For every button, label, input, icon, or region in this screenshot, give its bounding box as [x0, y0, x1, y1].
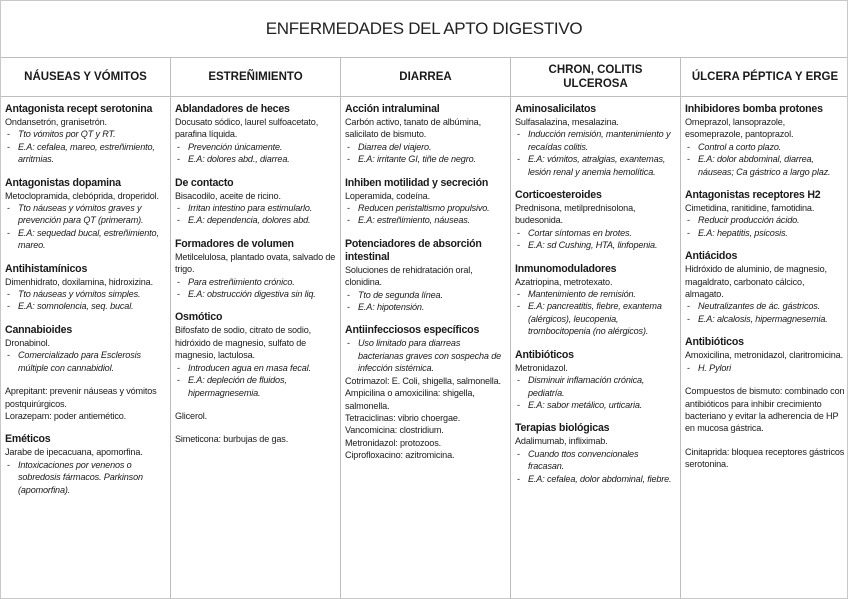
- drug-section: [515, 349, 676, 412]
- section-text: Aprepitant: prevenir náuseas y vómitos postquirúrgicos.: [5, 386, 157, 409]
- bullet-item: - Introducen agua en masa fecal.: [175, 362, 336, 374]
- section-text: Bisacodilo, aceite de ricino.: [175, 190, 281, 201]
- drug-section: [5, 324, 166, 374]
- section-heading: Terapias biológicas: [515, 422, 610, 435]
- bullet-list: [345, 141, 506, 166]
- section-text: Metronidazol.: [515, 362, 568, 373]
- column-header: DIARREA: [341, 58, 511, 96]
- bullet-item: - E.A: hepatitis, psicosis.: [685, 227, 845, 239]
- bullet-item: - Tto náuseas y vómitos simples.: [5, 288, 166, 300]
- drug-section: [175, 238, 336, 301]
- section-heading: Antagonistas dopamina: [5, 176, 121, 189]
- bullet-item: - H. Pylori: [685, 362, 845, 374]
- section-text: Vancomicina: clostridium.: [345, 425, 444, 436]
- section-heading: Formadores de volumen: [175, 237, 294, 250]
- drug-section: [685, 103, 845, 178]
- bullet-list: [5, 459, 166, 496]
- bullet-item: - E.A: somnolencia, seq. bucal.: [5, 300, 166, 312]
- column: [681, 97, 848, 599]
- bullet-item: - Mantenimiento de remisión.: [515, 288, 676, 300]
- section-text: Compuestos de bismuto: combinado con antibióticos para inhibir crecimiento bacteriano y evitar la adherencia de HP en mucosa gástrica.: [685, 386, 845, 434]
- drug-section: [685, 336, 845, 374]
- bullet-item: - E.A: dolor abdominal, diarrea, náuseas; Ca gástrico a largo plaz.: [685, 153, 845, 178]
- section-text: Sulfasalazina, mesalazina.: [515, 117, 619, 127]
- section-heading: Antiinfecciosos específicos: [345, 324, 480, 337]
- section-text: Cotrimazol: E. Coli, shigella, salmonella.: [345, 375, 501, 386]
- section-text: Hidróxido de aluminio, de magnesio, magaldrato, carbonato cálcico, almagato.: [685, 264, 827, 300]
- section-heading: Inmunomoduladores: [515, 262, 617, 275]
- section-heading: Antagonista recept serotonina: [5, 103, 153, 115]
- section-text: Tetraciclinas: vibrio choergae.: [345, 412, 461, 423]
- column-header: ESTREÑIMIENTO: [171, 58, 341, 96]
- drug-section: [175, 433, 336, 445]
- section-text: Azatriopina, metrotexato.: [515, 276, 613, 287]
- drug-section: [5, 263, 166, 313]
- section-text: Amoxicilina, metronidazol, claritromicina.: [685, 350, 843, 361]
- bullet-list: [5, 202, 166, 252]
- bullet-list: [515, 448, 676, 485]
- section-heading: De contacto: [175, 176, 234, 189]
- bullet-item: - Reducir producción ácido.: [685, 214, 845, 226]
- bullet-item: - Tto vómitos por QT y RT.: [5, 128, 166, 140]
- bullet-item: - E.A: sabor metálico, urticaria.: [515, 399, 676, 411]
- bullet-list: [515, 128, 676, 178]
- drug-section: [5, 433, 166, 496]
- section-heading: Antihistamínicos: [5, 262, 88, 275]
- bullet-item: - E.A: dolores abd., diarrea.: [175, 153, 336, 165]
- bullet-item: - E.A: sd Cushing, HTA, linfopenia.: [515, 239, 676, 251]
- section-text: Jarabe de ipecacuana, apomorfina.: [5, 447, 143, 458]
- section-text: Ciprofloxacino: azitromicina.: [345, 450, 455, 461]
- section-heading: Ablandadores de heces: [175, 103, 290, 115]
- drug-section: [175, 311, 336, 398]
- section-text: Adalimumab, infliximab.: [515, 436, 608, 447]
- drug-section: [685, 250, 845, 325]
- bullet-list: [175, 202, 336, 227]
- bullet-list: [5, 349, 166, 374]
- column: [171, 97, 341, 599]
- section-heading: Inhibidores bomba protones: [685, 103, 823, 115]
- bullet-item: - Disminuir inflamación crónica, pediatría.: [515, 374, 676, 399]
- section-heading: Aminosalicilatos: [515, 103, 596, 115]
- bullet-item: - Comercializado para Esclerosis múltiple con cannabidiol.: [5, 349, 166, 374]
- bullet-list: [175, 141, 336, 166]
- section-text: Prednisona, metilprednisolona, budesonida.: [515, 203, 636, 226]
- bullet-item: - Uso limitado para diarreas bacterianas graves con sospecha de infección sistémica.: [345, 337, 506, 374]
- column: [511, 97, 681, 599]
- column-header: CHRON, COLITIS ULCEROSA: [511, 58, 681, 96]
- column: [341, 97, 511, 599]
- column-headers-row: [1, 58, 847, 97]
- section-heading: Antagonistas receptores H2: [685, 189, 821, 202]
- bullet-list: [685, 362, 845, 374]
- drug-section: [175, 410, 336, 422]
- bullet-item: - Inducción remisión, mantenimiento y recaídas colitis.: [515, 128, 676, 153]
- bullet-item: - Prevención únicamente.: [175, 141, 336, 153]
- bullet-item: - E.A: estreñimiento, náuseas.: [345, 214, 506, 226]
- section-heading: Cannabioides: [5, 323, 73, 336]
- section-text: Dimenhidrato, doxilamina, hidroxizina.: [5, 276, 153, 287]
- bullet-item: - E.A: hipotensión.: [345, 301, 506, 313]
- section-heading: Antibióticos: [685, 336, 744, 349]
- drug-section: [685, 385, 845, 435]
- bullet-item: - E.A: obstrucción digestiva sin liq.: [175, 288, 336, 300]
- bullet-item: - Irritan intestino para estimularlo.: [175, 202, 336, 214]
- bullet-list: [345, 337, 506, 374]
- drug-section: [175, 177, 336, 227]
- bullet-list: [345, 202, 506, 227]
- section-heading: Osmótico: [175, 311, 223, 324]
- drug-section: [5, 103, 166, 166]
- bullet-item: - Control a corto plazo.: [685, 141, 845, 153]
- section-heading: Acción intraluminal: [345, 103, 440, 115]
- section-text: Metronidazol: protozoos.: [345, 437, 441, 448]
- bullet-list: [685, 141, 845, 178]
- column-header: ÚLCERA PÉPTICA Y ERGE: [691, 71, 839, 83]
- bullet-item: - E.A: sequedad bucal, estreñimiento, mareo.: [5, 227, 166, 252]
- section-text: Lorazepam: poder antiemético.: [5, 410, 127, 421]
- bullet-item: - E.A: irritante GI, tiñe de negro.: [345, 153, 506, 165]
- section-heading: Corticoesteroides: [515, 189, 602, 202]
- drug-section: [685, 189, 845, 239]
- drug-section: [5, 177, 166, 252]
- bullet-item: - E.A: cefalea, dolor abdominal, fiebre.: [515, 473, 676, 485]
- section-heading: Antiácidos: [685, 250, 738, 263]
- drug-section: [5, 385, 166, 422]
- section-text: Cimetidina, ranitidine, famotidina.: [685, 203, 815, 214]
- drug-section: [515, 103, 676, 178]
- section-text: Dronabinol.: [5, 337, 50, 348]
- bullet-item: - Tto náuseas y vómitos graves y prevención para QT (primeram).: [5, 202, 166, 227]
- bullet-item: - E.A: depleción de fluidos, hipermagnesemia.: [175, 374, 336, 399]
- section-text: Ampicilina o amoxicilina: shigella, salmonella.: [345, 388, 475, 411]
- section-text: Simeticona: burbujas de gas.: [175, 434, 289, 445]
- bullet-item: - E.A: alcalosis, hipermagnesemia.: [685, 313, 845, 325]
- bullet-list: [515, 288, 676, 338]
- drug-section: [345, 324, 506, 461]
- drug-section: [345, 177, 506, 227]
- bullet-item: - Neutralizantes de ác. gástricos.: [685, 300, 845, 312]
- section-heading: Inhiben motilidad y secreción: [345, 176, 489, 189]
- drug-section: [685, 446, 845, 471]
- bullet-item: - Tto de segunda línea.: [345, 289, 506, 301]
- bullet-item: - Cuando ttos convencionales fracasan.: [515, 448, 676, 473]
- bullet-list: [685, 214, 845, 239]
- bullet-list: [515, 227, 676, 252]
- column-header: NÁUSEAS Y VÓMITOS: [1, 58, 171, 96]
- section-text: Carbón activo, tanato de albúmina, salicilato de bismuto.: [345, 117, 481, 140]
- drug-section: [345, 103, 506, 166]
- drug-section: [175, 103, 336, 166]
- section-text: Bifosfato de sodio, citrato de sodio, hidróxido de magnesio, sulfato de magnesio, lactulosa.: [175, 325, 311, 361]
- bullet-list: [5, 288, 166, 313]
- section-text: Soluciones de rehidratación oral, clonidina.: [345, 264, 473, 288]
- drug-section: [515, 422, 676, 485]
- bullet-list: [175, 362, 336, 399]
- bullet-item: - E.A: dependencia, dolores abd.: [175, 214, 336, 226]
- bullet-item: - Cortar síntomas en brotes.: [515, 227, 676, 239]
- section-heading: Antibióticos: [515, 348, 574, 361]
- section-text: Loperamida, codeína.: [345, 190, 430, 201]
- section-text: Cinitaprida: bloquea receptores gástricos serotonina.: [685, 446, 845, 470]
- section-heading: Potenciadores de absorción intestinal: [345, 237, 482, 263]
- bullet-list: [345, 289, 506, 314]
- section-text: Omeprazol, lansoprazole, esomeprazole, pantoprazol.: [685, 117, 794, 140]
- section-text: Metoclopramida, clebóprida, droperidol.: [5, 190, 159, 201]
- bullet-item: - Reducen peristaltismo propulsivo.: [345, 202, 506, 214]
- column: [1, 97, 171, 599]
- bullet-item: - E.A: cefalea, mareo, estreñimiento, arritmias.: [5, 141, 166, 166]
- page-title: ENFERMEDADES DEL APTO DIGESTIVO: [1, 1, 847, 58]
- bullet-item: - Diarrea del viajero.: [345, 141, 506, 153]
- drug-section: [515, 263, 676, 338]
- bullet-list: [685, 300, 845, 325]
- columns-body: [1, 97, 847, 599]
- section-text: Docusato sódico, laurel sulfoacetato, parafina líquida.: [175, 117, 319, 140]
- section-text: Ondansetrón, granisetrón.: [5, 117, 107, 127]
- section-text: Metilcelulosa, plantado ovata, salvado de trigo.: [175, 251, 336, 275]
- bullet-list: [515, 374, 676, 411]
- bullet-list: [175, 276, 336, 301]
- bullet-item: - Para estreñimiento crónico.: [175, 276, 336, 288]
- bullet-item: - E.A: vómitos, atralgias, exantemas, lesión renal y anemia hemolítica.: [515, 153, 676, 178]
- bullet-item: - Intoxicaciones por venenos o sobredosis fármacos. Parkinson (apomorfina).: [5, 459, 166, 496]
- section-heading: Eméticos: [5, 433, 51, 446]
- bullet-item: - E.A: pancreatitis, fiebre, exantema (alérgicos), leucopenia, trombocitopenia (no alérgicos).: [515, 300, 676, 337]
- drug-section: [515, 189, 676, 252]
- drug-section: [345, 238, 506, 314]
- bullet-list: [5, 128, 166, 165]
- section-text: Glicerol.: [175, 410, 208, 421]
